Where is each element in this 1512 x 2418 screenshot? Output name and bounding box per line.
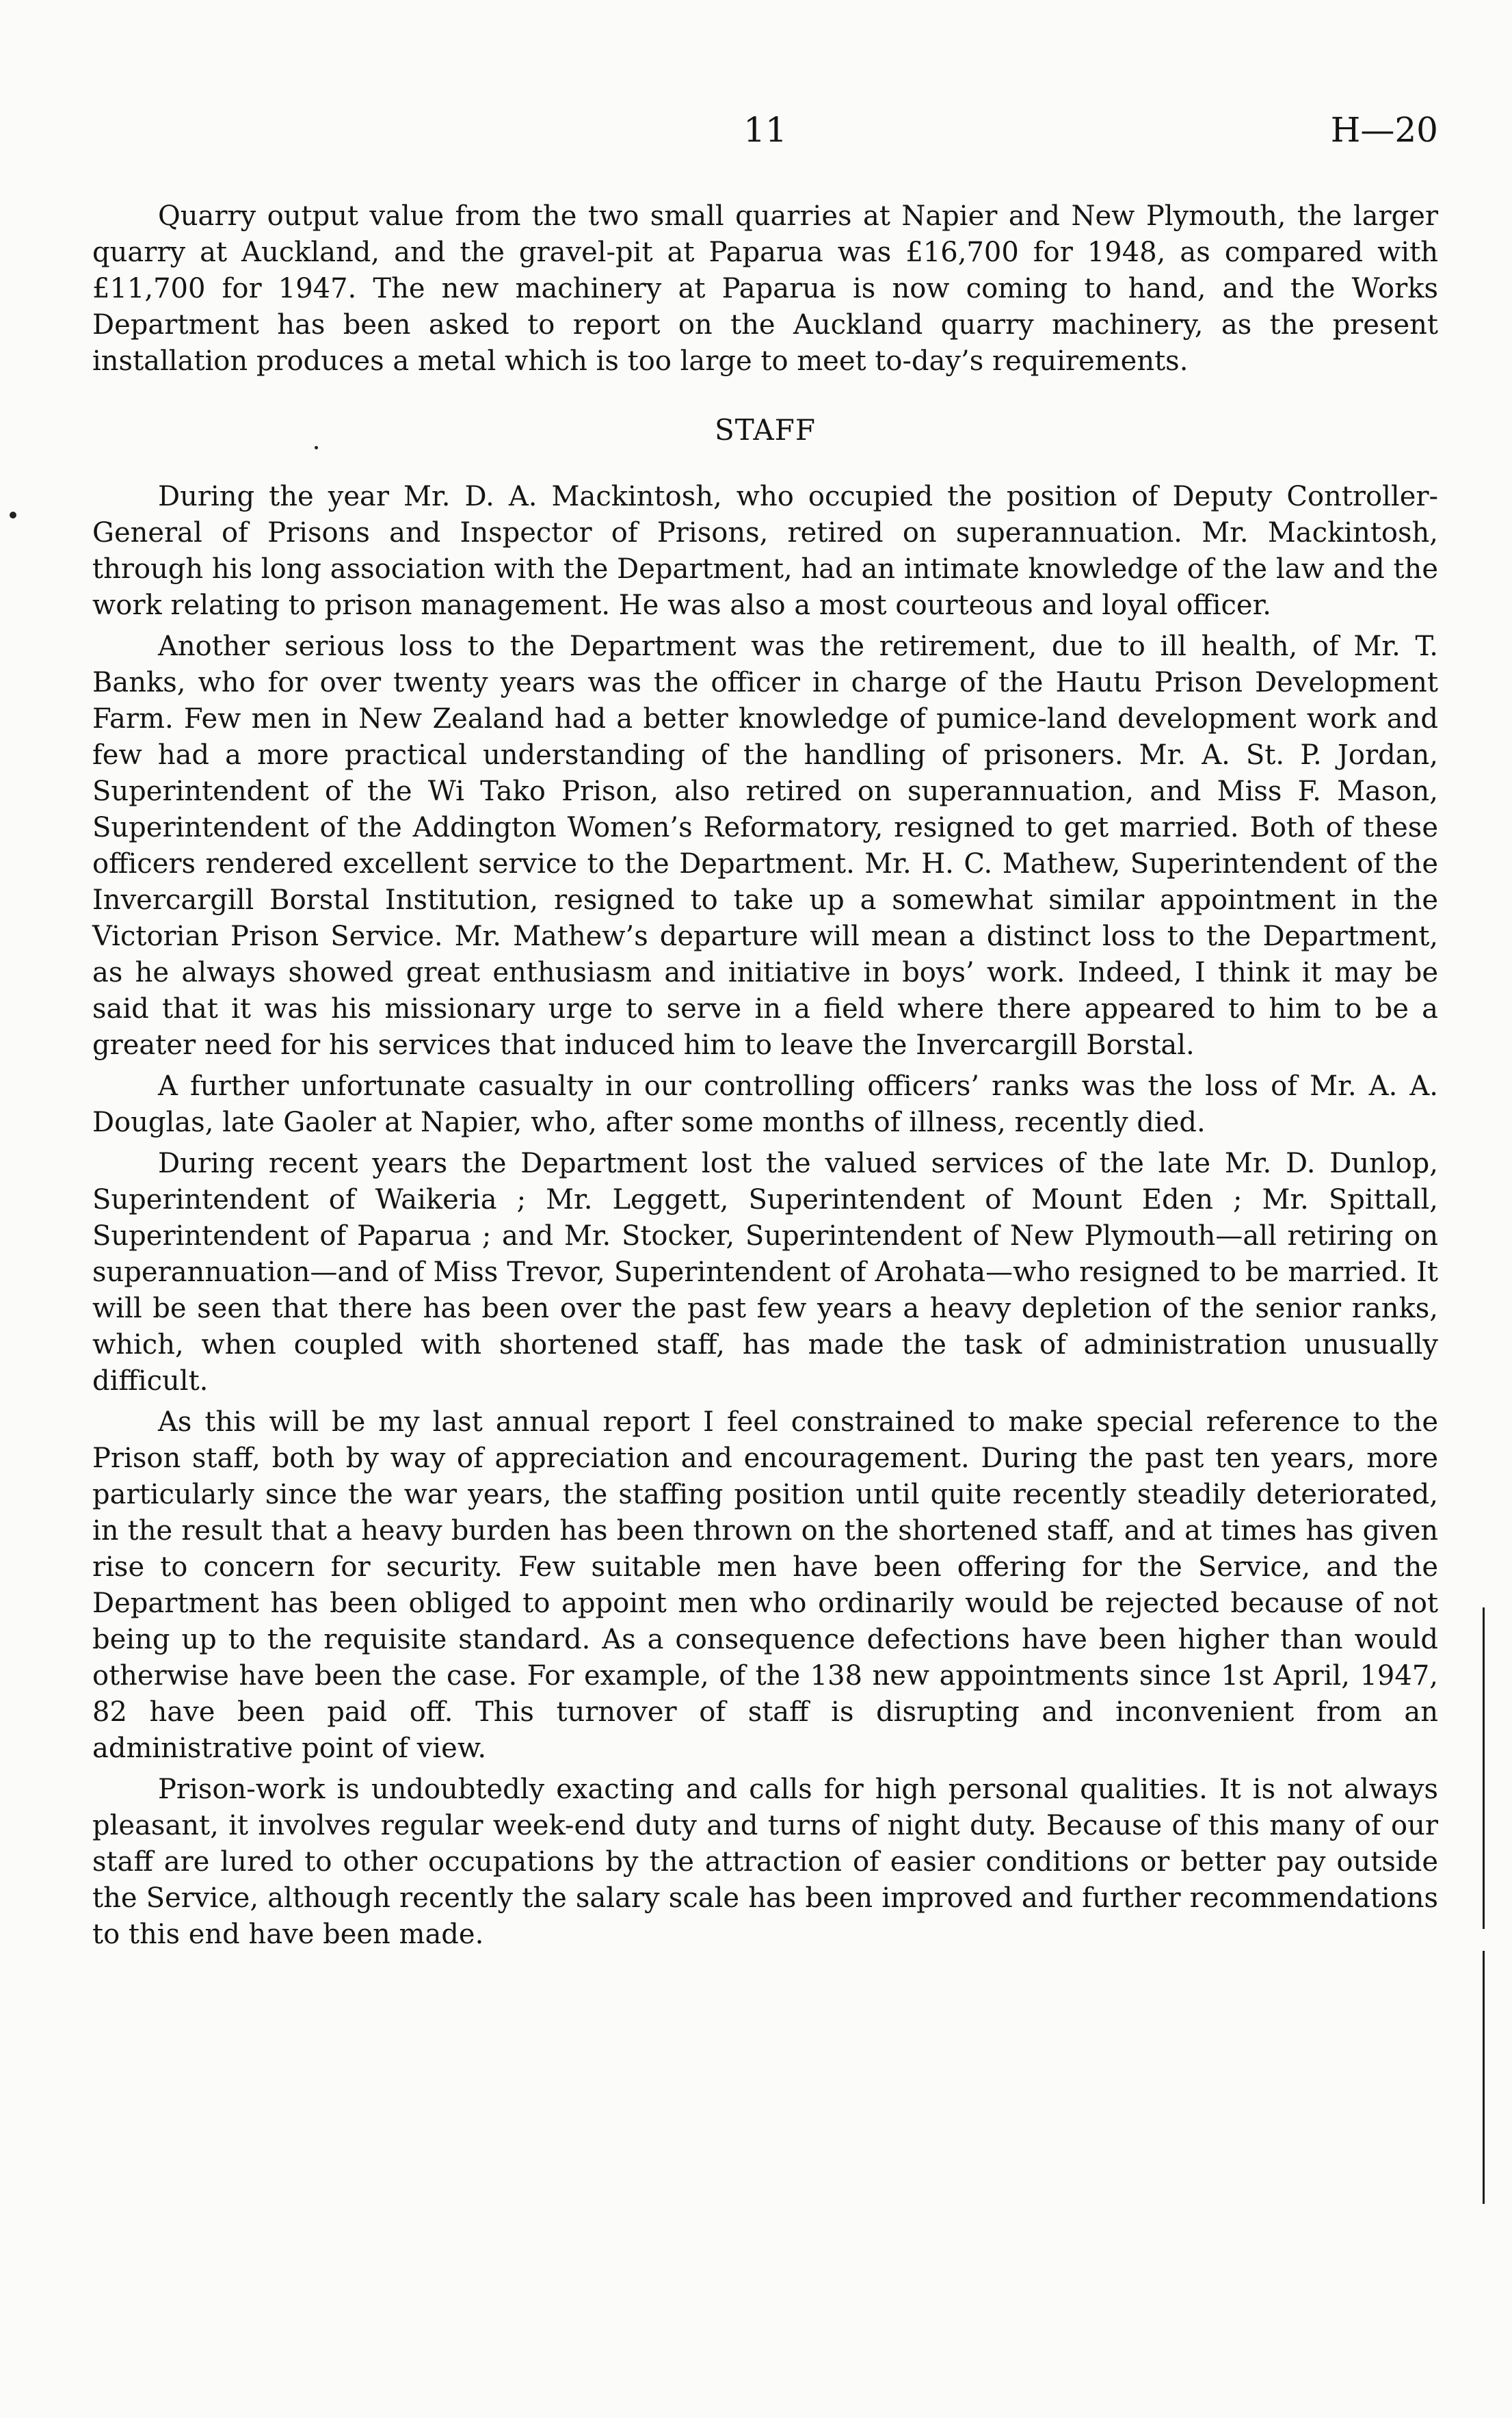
paragraph-quarry-output: Quarry output value from the two small quarries at Napier and New Plymouth, the larger quarry at Auckland, and the gravel-pit at Paparua was £16,700 for 1948, as compared with £11,700 for 1947. The new machinery at Paparua is now coming to hand, and the Works Department has been asked to report on the Auckland quarry machinery, as the present installation produces a metal which is too large to meet to-day’s requirements.	[92, 200, 1438, 377]
paragraph-douglas-death: A further unfortunate casualty in our controlling officers’ ranks was the loss of Mr. A. A. Douglas, late Gaoler at Napier, who, after some months of illness, recently died.	[92, 1070, 1438, 1138]
page-number: 11	[743, 110, 787, 150]
report-body	[92, 198, 1438, 1958]
paragraph-staff-appreciation: As this will be my last annual report I feel constrained to make special reference to the Prison staff, both by way of appreciation and encouragement. During the past ten years, more particularly since the war years, the staffing position until quite recently steadily deteriorated, in the result that a heavy burden has been thrown on the shortened staff, and at times has given rise to concern for security. Few suitable men have been offering for the Service, and the Department has been obliged to appoint men who ordinarily would be rejected because of not being up to the requisite standard. As a consequence defections have been higher than would otherwise have been the case. For example, of the 138 new appointments since 1st April, 1947, 82 have been paid off. This turnover of staff is disrupting and inconvenient from an administrative point of view.	[92, 1406, 1438, 1764]
paragraph-banks-retirement: Another serious loss to the Department was the retirement, due to ill health, of Mr. T. Banks, who for over twenty years was the officer in charge of the Hautu Prison Development Farm. Few men in New Zealand had a better knowledge of pumice-land development work and few had a more practical understanding of the handling of prisoners. Mr. A. St. P. Jordan, Superintendent of the Wi Tako Prison, also retired on superannuation, and Miss F. Mason, Superintendent of the Addington Women’s Reformatory, resigned to get married. Both of these officers rendered excellent service to the Department. Mr. H. C. Mathew, Superintendent of the Invercargill Borstal Institution, resigned to take up a somewhat similar appointment in the Victorian Prison Service. Mr. Mathew’s departure will mean a distinct loss to the Department, as he always showed great enthusiasm and initiative in boys’ work. Indeed, I think it may be said that it was his missionary urge to serve in a field where there appeared to him to be a greater need for his services that induced him to leave the Invercargill Borstal.	[92, 631, 1438, 1061]
report-code: H—20	[1330, 110, 1438, 150]
section-heading-staff: STAFF	[714, 413, 817, 447]
paragraph-prison-work: Prison-work is undoubtedly exacting and calls for high personal qualities. It is not always pleasant, it involves regular week-end duty and turns of night duty. Because of this many of our staff are lured to other occupations by the attraction of easier conditions or better pay outside the Service, although recently the salary scale has been improved and further recommendations to this end have been made.	[92, 1774, 1438, 1950]
ink-speck	[10, 512, 16, 518]
ink-speck	[315, 446, 318, 449]
margin-annotation-line	[1483, 1951, 1489, 2204]
margin-annotation-line	[1483, 1607, 1489, 1929]
page-header	[92, 109, 1438, 164]
paragraph-mackintosh-retirement: During the year Mr. D. A. Mackintosh, who occupied the position of Deputy Controller-General of Prisons and Inspector of Prisons, retired on superannuation. Mr. Mackintosh, through his long association with the Department, had an intimate knowledge of the law and the work relating to prison management. He was also a most courteous and loyal officer.	[92, 481, 1438, 621]
paragraph-senior-depletion: During recent years the Department lost the valued services of the late Mr. D. Dunlop, Superintendent of Waikeria ; Mr. Leggett, Superintendent of Mount Eden ; Mr. Spittall, Superintendent of Paparua ; and Mr. Stocker, Superintendent of New Plymouth—all retiring on superannuation—and of Miss Trevor, Superintendent of Arohata—who resigned to be married. It will be seen that there has been over the past few years a heavy depletion of the senior ranks, which, when coupled with shortened staff, has made the task of administration unusually difficult.	[92, 1148, 1438, 1397]
